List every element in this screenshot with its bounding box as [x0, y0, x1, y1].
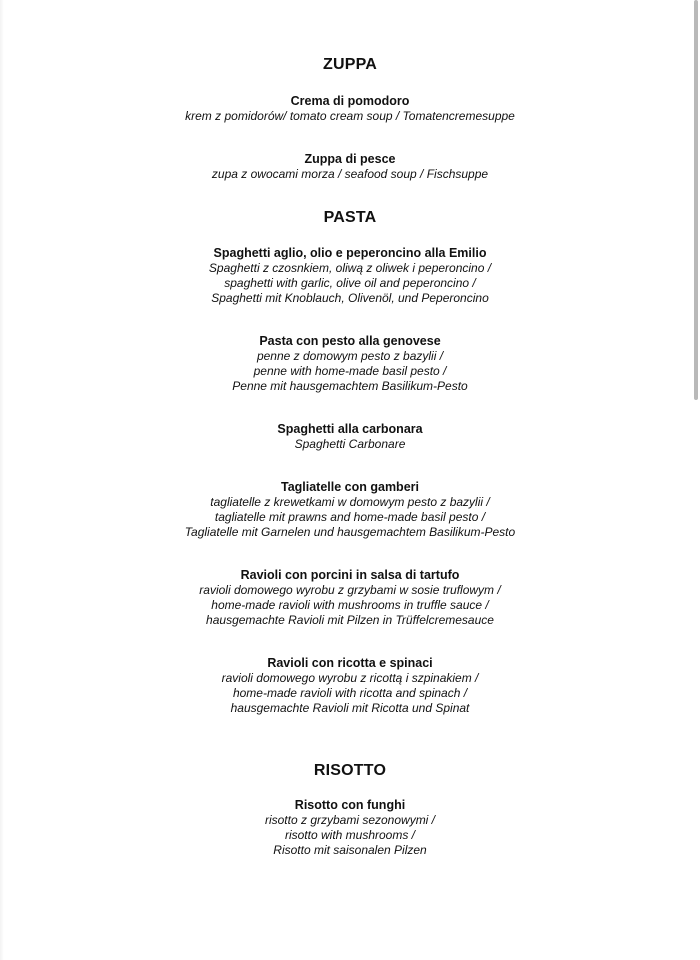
description-line: Spaghetti Carbonare [294, 437, 406, 451]
description-line: spaghetti with garlic, olive oil and peperoncino / [224, 276, 476, 290]
description-line: zupa z owocami morza / seafood soup / Fischsuppe [211, 167, 489, 181]
dish-crema-di-pomodoro [0, 94, 700, 124]
dish-name: Spaghetti aglio, olio e peperoncino alla Emilio [213, 246, 487, 260]
description-line: home-made ravioli with ricotta and spinach / [232, 686, 468, 700]
dish-name: Zuppa di pesce [304, 152, 396, 166]
dish-description [0, 167, 700, 182]
description-line: Tagliatelle mit Garnelen und hausgemachtem Basilikum-Pesto [184, 525, 516, 539]
description-line: Spaghetti z czosnkiem, oliwą z oliwek i peperoncino / [208, 261, 492, 275]
dish-description [0, 349, 700, 394]
description-line: risotto with mushrooms / [284, 828, 416, 842]
description-line: Spaghetti mit Knoblauch, Olivenöl, und Peperoncino [211, 291, 489, 305]
menu-document [0, 56, 700, 858]
dish-description [0, 495, 700, 540]
description-line: krem z pomidorów/ tomato cream soup / Tomatencremesuppe [185, 109, 515, 123]
dish-name: Spaghetti alla carbonara [277, 422, 423, 436]
description-line: ravioli domowego wyrobu z ricottą i szpinakiem / [221, 671, 479, 685]
description-line: ravioli domowego wyrobu z grzybami w sosie truflowym / [199, 583, 501, 597]
section-title-risotto: RISOTTO [313, 762, 387, 779]
dish-ravioli-con-ricotta [0, 656, 700, 716]
dish-name: Ravioli con porcini in salsa di tartufo [240, 568, 460, 582]
description-line: penne with home-made basil pesto / [253, 364, 447, 378]
description-line: Penne mit hausgemachtem Basilikum-Pesto [232, 379, 468, 393]
dish-zuppa-di-pesce [0, 152, 700, 182]
dish-name: Pasta con pesto alla genovese [259, 334, 441, 348]
description-line: tagliatelle z krewetkami w domowym pesto z bazylii / [210, 495, 490, 509]
section-title-pasta: PASTA [323, 209, 377, 226]
description-line: Risotto mit saisonalen Pilzen [273, 843, 427, 857]
dish-description [0, 671, 700, 716]
description-line: hausgemachte Ravioli mit Ricotta und Spinat [230, 701, 470, 715]
section-title-zuppa: ZUPPA [322, 56, 378, 73]
dish-tagliatelle-con-gamberi [0, 480, 700, 540]
dish-risotto-con-funghi [0, 798, 700, 858]
dish-ravioli-con-porcini [0, 568, 700, 628]
description-line: tagliatelle mit prawns and home-made basil pesto / [214, 510, 486, 524]
dish-name: Risotto con funghi [294, 798, 406, 812]
dish-description [0, 583, 700, 628]
dish-name: Crema di pomodoro [290, 94, 410, 108]
dish-name: Tagliatelle con gamberi [280, 480, 419, 494]
dish-description [0, 437, 700, 452]
dish-name: Ravioli con ricotta e spinaci [267, 656, 433, 670]
description-line: risotto z grzybami sezonowymi / [264, 813, 436, 827]
dish-description [0, 261, 700, 306]
dish-description [0, 109, 700, 124]
description-line: penne z domowym pesto z bazylii / [256, 349, 444, 363]
dish-spaghetti-carbonara [0, 422, 700, 452]
dish-description [0, 813, 700, 858]
description-line: hausgemachte Ravioli mit Pilzen in Trüffelcremesauce [206, 613, 494, 627]
dish-spaghetti-aglio-olio [0, 246, 700, 306]
dish-pasta-con-pesto [0, 334, 700, 394]
description-line: home-made ravioli with mushrooms in truffle sauce / [211, 598, 489, 612]
